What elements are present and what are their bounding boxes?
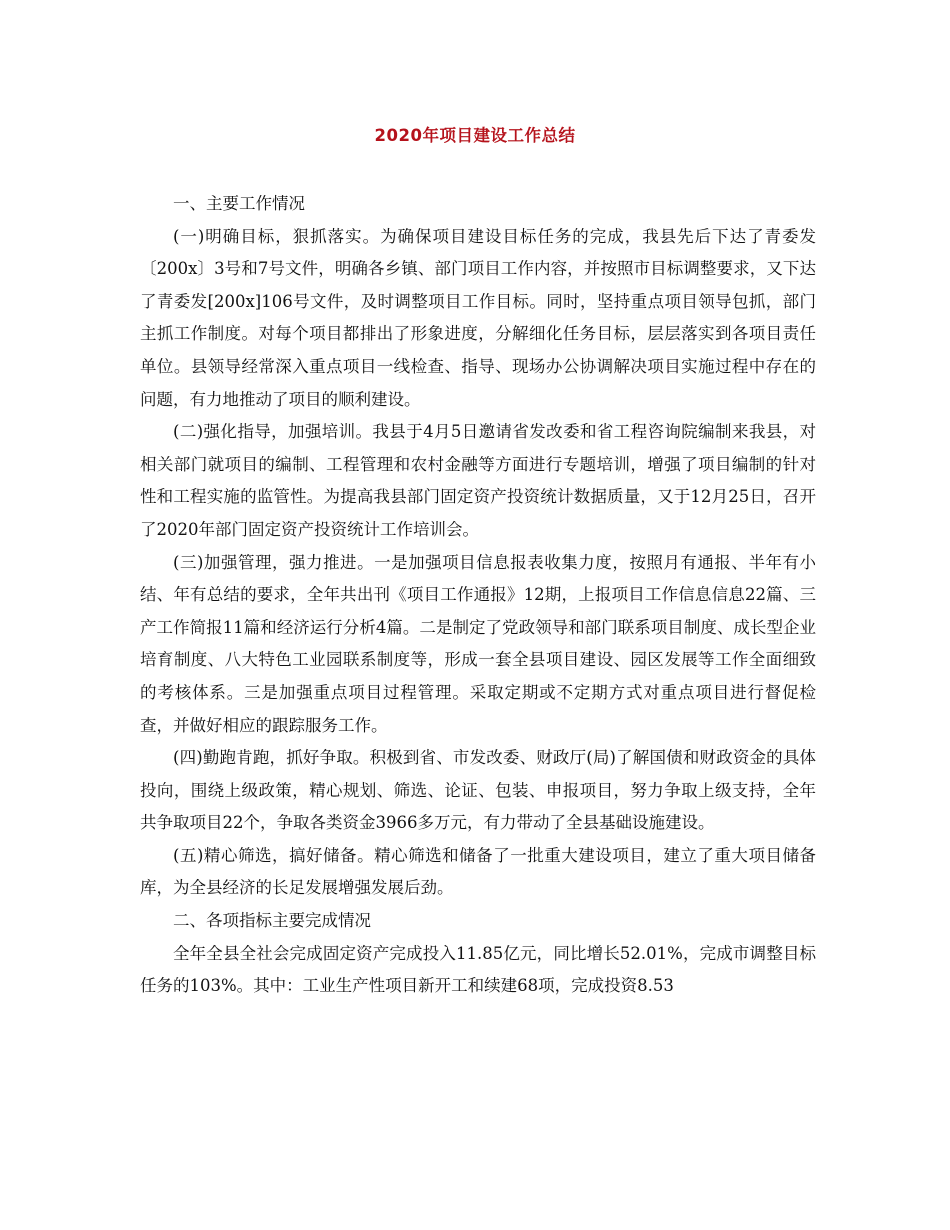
document-title: 2020年项目建设工作总结	[374, 126, 576, 145]
paragraph-management: (三)加强管理，强力推进。一是加强项目信息报表收集力度，按照月有通报、半年有小结、年有总结的要求，全年共出刊《项目工作通报》12期，上报项目工作信息信息22篇、三产工作简报11篇和经济运行分析4篇。二是制定了党政领导和部门联系项目制度、成长型企业培育制度、八大特色工业园联系制度等，形成一套全县项目建设、园区发展等工作全面细致的考核体系。三是加强重点项目过程管理。采取定期或不定期方式对重点项目进行督促检查，并做好相应的跟踪服务工作。	[140, 552, 816, 735]
paragraph-project-reserve: (五)精心筛选，搞好储备。精心筛选和储备了一批重大建设项目，建立了重大项目储备库，为全县经济的长足发展增强发展后劲。	[140, 845, 816, 898]
section-heading-main-work: 一、主要工作情况	[173, 194, 305, 213]
paragraph-guidance-training: (二)强化指导，加强培训。我县于4月5日邀请省发改委和省工程咨询院编制来我县，对相关部门就项目的编制、工程管理和农村金融等方面进行专题培训，增强了项目编制的针对性和工程实施的监管性。为提高我县部门固定资产投资统计数据质量，又于12月25日，召开了2020年部门固定资产投资统计工作培训会。	[140, 422, 816, 539]
document-body	[140, 188, 816, 1003]
paragraph-clear-goals: (一)明确目标，狠抓落实。为确保项目建设目标任务的完成，我县先后下达了青委发〔200x〕3号和7号文件，明确各乡镇、部门项目工作内容，并按照市目标调整要求，又下达了青委发[200x]106号文件，及时调整项目工作目标。同时，坚持重点项目领导包抓，部门主抓工作制度。对每个项目都排出了形象进度，分解细化任务目标，层层落实到各项目责任单位。县领导经常深入重点项目一线检查、指导、现场办公协调解决项目实施过程中存在的问题，有力地推动了项目的顺利建设。	[140, 226, 816, 409]
section-heading-indicators: 二、各项指标主要完成情况	[173, 911, 371, 931]
paragraph-funding: (四)勤跑肯跑，抓好争取。积极到省、市发改委、财政厅(局)了解国债和财政资金的具体投向，围绕上级政策，精心规划、筛选、论证、包装、申报项目，努力争取上级支持，全年共争取项目22个，争取各类资金3966多万元，有力带动了全县基础设施建设。	[140, 748, 816, 833]
paragraph-investment-summary: 全年全县全社会完成固定资产完成投入11.85亿元，同比增长52.01%，完成市调整目标任务的103%。其中：工业生产性项目新开工和续建68项，完成投资8.53	[140, 943, 816, 996]
